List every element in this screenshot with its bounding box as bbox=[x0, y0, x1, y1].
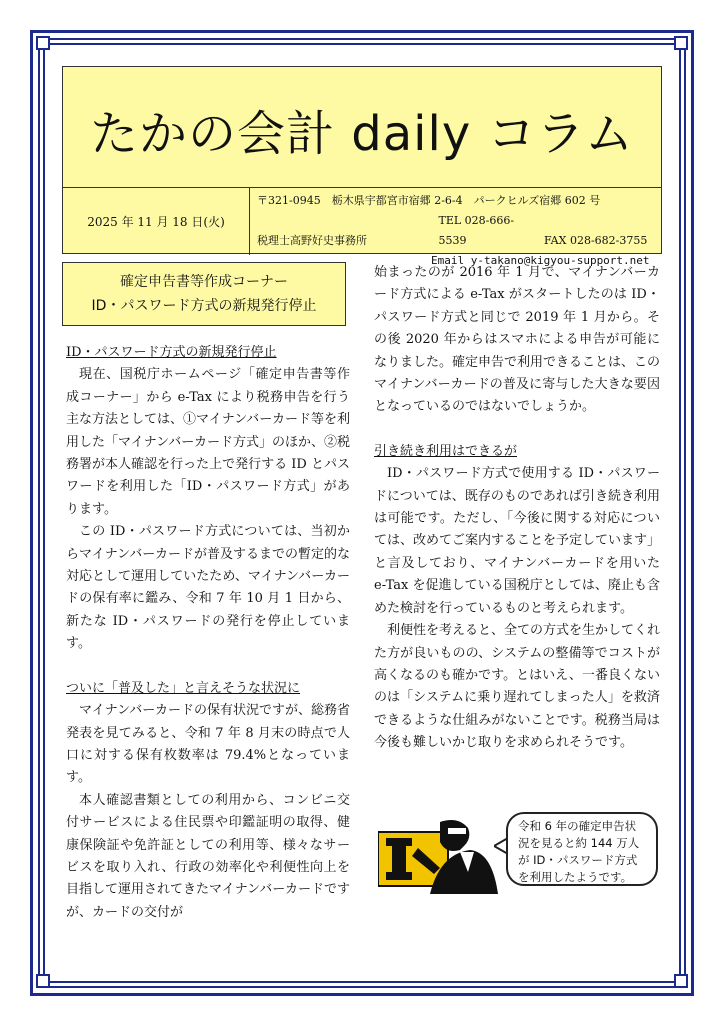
frame-corner bbox=[674, 974, 688, 988]
frame-corner bbox=[36, 974, 50, 988]
section-heading-box bbox=[62, 262, 346, 326]
bubble-line: 令和 6 年の確定申告状 bbox=[518, 819, 637, 833]
frame-corner bbox=[36, 36, 50, 50]
page-title: たかの会計 daily コラム bbox=[90, 106, 634, 162]
right-column bbox=[374, 262, 660, 755]
contact-block bbox=[257, 191, 650, 271]
issue-date: 2025 年 11 月 18 日(火) bbox=[87, 215, 225, 229]
paragraph: この ID・パスワード方式については、当初からマイナンバーカードが普及するまでの暫定的な対応として運用していたため、マイナンバーカードの保有率に鑑み、令和 7 年 10 月 1 日から、新たな ID・パスワードの発行を停止しています。 bbox=[66, 524, 350, 652]
speech-bubble bbox=[506, 812, 658, 886]
man-with-id-card-illustration bbox=[378, 818, 498, 894]
phone-number: TEL 028-666-5539 bbox=[438, 214, 515, 247]
section-heading-line: ID・パスワード方式の新規発行停止 bbox=[91, 298, 317, 314]
left-column bbox=[66, 342, 350, 924]
paragraph: 現在、国税庁ホームページ「確定申告書等作成コーナー」から e-Tax により税務申告を行う主な方法としては、①マイナンバーカード等を利用した「マイナンバーカード方式」のほか、②税務署が本人確認を行った上で発行する ID とパスワードを利用した「ID・パスワード方式」があります。 bbox=[66, 367, 350, 517]
office-name: 税理士高野好史事務所 bbox=[257, 234, 367, 247]
paragraph: ID・パスワード方式で使用する ID・パスワードについては、既存のものであれば引き続き利用は可能です。ただし、「今後に関する対応については、改めてご案内することを予定しています」と言及しており、マイナンバーカードを用いた e-Tax を促進している国税庁としては、廃止も含めた検討を行っているものと考えられます。 bbox=[374, 466, 661, 616]
section-heading-line: 確定申告書等作成コーナー bbox=[120, 274, 288, 290]
paragraph: 利便性を考えると、全ての方式を生かしてくれた方が良いものの、システムの整備等でコストが高くなるのも確かです。とはいえ、一番良くないのは「システムに乗り遅れてしまった人」を救済できるような仕組みがないことです。税務当局は今後も難しいかじ取りを求められそうです。 bbox=[374, 623, 661, 751]
subheading: ID・パスワード方式の新規発行停止 bbox=[66, 345, 277, 360]
masthead-divider bbox=[249, 187, 250, 255]
bubble-line: を利用したようです。 bbox=[518, 870, 633, 884]
paragraph: マイナンバーカードの保有状況ですが、総務省発表を見てみると、令和 7 年 8 月末の時点で人口に対する保有枚数率は 79.4%となっています。 bbox=[66, 703, 350, 786]
bubble-line: 況を見ると約 144 万人 bbox=[518, 836, 640, 850]
paragraph: 本人確認書類としての利用から、コンビニ交付サービスによる住民票や印鑑証明の取得、健康保険証や免許証としての利用等、様々なサービスを取り入れ、行政の効率化や利便性向上を目指して運用されてきたマイナンバーカードですが、カードの交付が bbox=[66, 792, 350, 920]
masthead-divider bbox=[63, 187, 661, 188]
subheading: 引き続き利用はできるが bbox=[374, 443, 518, 459]
bubble-line: が ID・パスワード方式 bbox=[518, 853, 638, 867]
email-address[interactable]: Email y-takano@kigyou-support.net bbox=[431, 254, 650, 267]
subheading: ついに「普及した」と言えそうな状況に bbox=[66, 680, 301, 696]
masthead bbox=[62, 66, 662, 267]
address: 〒321-0945 栃木県宇都宮市宿郷 2-6-4 パークヒルズ宿郷 602 号 bbox=[257, 194, 601, 207]
paragraph: 始まったのが 2016 年 1 月で、マイナンバーカード方式による e-Tax がスタートしたのは ID・パスワード方式と同じで 2019 年 1 月から。その後 2020 年からはスマホによる申告が可能になりました。確定申告で利用できることは、このマイナンバーカードの普及に寄与した大きな要因となっているのではないでしょうか。 bbox=[374, 265, 661, 415]
fax-number: FAX 028-682-3755 bbox=[544, 234, 648, 247]
frame-corner bbox=[674, 36, 688, 50]
